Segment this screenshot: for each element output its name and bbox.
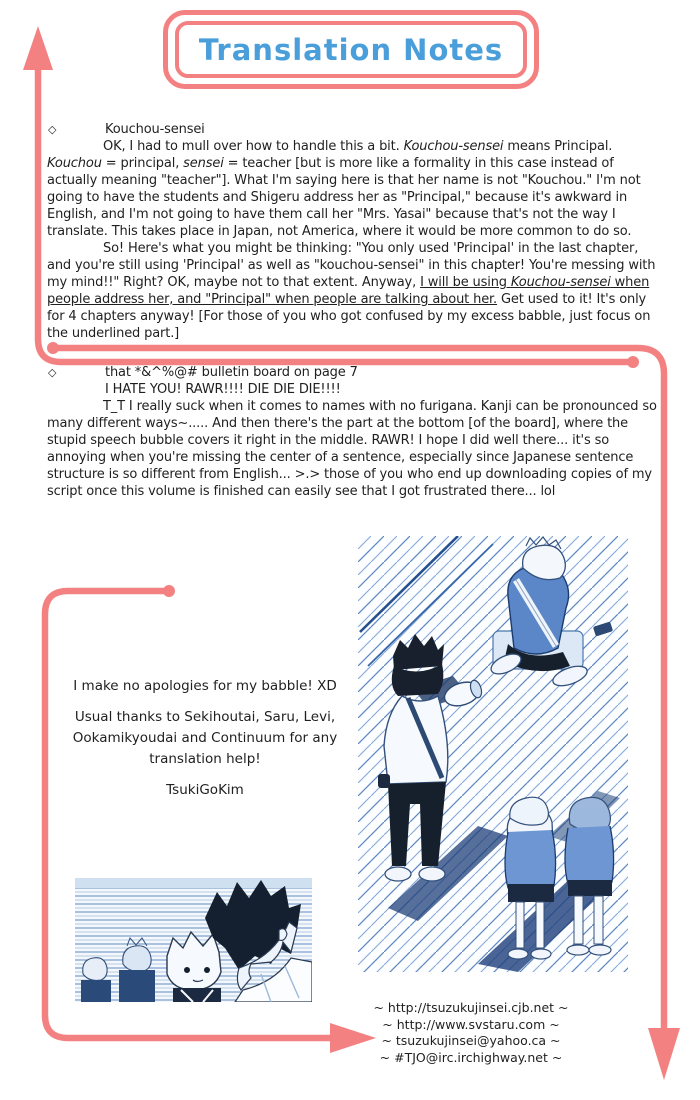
contact-links-block <box>356 1000 586 1066</box>
manga-panel-inset <box>75 878 312 1002</box>
thanks-line: Ookamikyoudai and Continuum for any <box>72 730 338 746</box>
section-paragraph: OK, I had to mull over how to handle this a bit. Kouchou-sensei means Principal. Kouchou = principal, sensei = teacher [but is more like a formality in this case instead of actually meaning "teacher"]. What I'm saying here is that her name is not "Kouchou." I'm not going to have the students and Shigeru address her as "Principal," because it's awkward in English, and I'm not going to have them call her "Mrs. Yasai" because that's not the way I translate. This takes place in Japan, not America, where it would be more common to do so. <box>47 139 641 239</box>
spacer <box>57 770 353 780</box>
section-bulletin-board <box>47 364 664 500</box>
section-heading: Kouchou-sensei <box>105 122 205 137</box>
spacer <box>57 697 353 707</box>
website-link[interactable]: ~ http://www.svstaru.com ~ <box>382 1016 560 1032</box>
babble-line: I make no apologies for my babble! XD <box>73 678 337 694</box>
diamond-bullet-icon: ◇ <box>48 366 57 379</box>
manga-panel-main-art <box>358 536 628 972</box>
section-heading-row <box>47 364 664 381</box>
section-paragraph: T_T I really suck when it comes to names with no furigana. Kanji can be pronounced so many different ways~..... And then there's the part at the bottom [of the board], where the stupid speech bubble covers it right in the middle. RAWR! I hope I did well there... it's so annoying when you're missing the center of a sentence, especially since Japanese sentence structure is so different from English... >.> those of you who end up downloading copies of my script once this volume is finished can easily see that I got frustrated there... lol <box>47 399 657 499</box>
diamond-bullet-icon: ◇ <box>48 123 57 136</box>
section-paragraph: So! Here's what you might be thinking: "You only used 'Principal' in the last chapter, and you're still using 'Principal' as well as "kouchou-sensei" in this chapter! You're messing with my mind!!" Right? OK, maybe not to that extent. Anyway, I will be using Kouchou-sensei when people address her, and "Principal" when people are talking about her. Get used to it! It's only for 4 chapters anyway! [For those of you who got confused by my excess babble, just focus on the underlined part.] <box>47 241 656 341</box>
section-heading-row <box>47 121 660 138</box>
email-link[interactable]: ~ tsuzukujinsei@yahoo.ca ~ <box>381 1033 561 1048</box>
manga-panel-main <box>358 536 628 972</box>
irc-link[interactable]: ~ #TJO@irc.irchighway.net ~ <box>379 1049 563 1065</box>
thanks-line: Usual thanks to Sekihoutai, Saru, Levi, <box>74 709 336 725</box>
credits-block <box>57 676 353 801</box>
manga-panel-inset-art <box>75 878 312 1002</box>
section-kouchou-sensei <box>47 121 660 342</box>
white-haired-boy-face <box>167 932 221 1002</box>
page-title: Translation Notes <box>198 32 504 67</box>
title-box <box>163 10 539 89</box>
website-link[interactable]: ~ http://tsuzukujinsei.cjb.net ~ <box>373 1000 569 1015</box>
section-heading: that *&^%@# bulletin board on page 7 <box>105 365 358 380</box>
title-box-inner <box>175 21 527 78</box>
section-subheading: I HATE YOU! RAWR!!!! DIE DIE DIE!!!! <box>105 382 341 397</box>
translator-signature: TsukiGoKim <box>166 782 244 798</box>
thanks-line: translation help! <box>149 751 261 767</box>
